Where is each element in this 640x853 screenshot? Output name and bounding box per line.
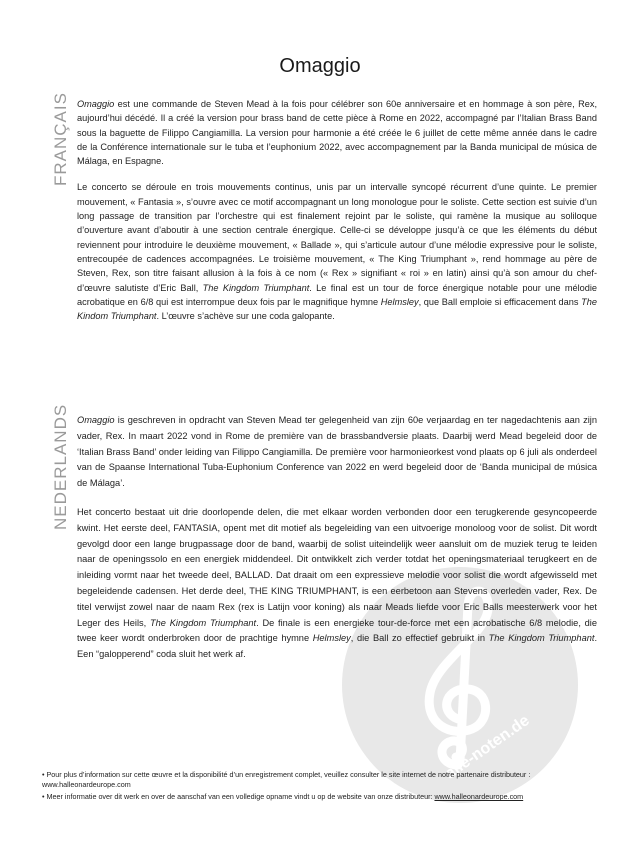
french-section [77,97,597,323]
dutch-section [77,413,597,663]
french-paragraph-1: Omaggio est une commande de Steven Mead à la fois pour célébrer son 60e anniversaire et en hommage à son père, Rex, aujourd’hui décédé. Il a créé la version pour brass band de cette pièce à Rome en 2022, accompagné par l’Italian Brass Band sous la baguette de Filippo Cangiamilla. La version pour harmonie a été créée le 6 juillet de cette même année dans le cadre de la Conférence internationale sur le tuba et l’euphonium 2022, avec accompagnement par la Banda municipal de música de Málaga, en Espagne. [77,99,597,167]
language-label-french: FRANÇAIS [51,92,70,186]
dutch-paragraph-1: Omaggio is geschreven in opdracht van Steven Mead ter gelegenheid van zijn 60e verjaardag en ter nagedachtenis aan zijn vader, Rex. In maart 2022 vond in Rome de première van de brassbandversie plaats. Daarbij werd Mead begeleid door de ‘Italian Brass Band’ onder leiding van Filippo Cangiamilla. De première voor harmonieorkest vond plaats op 6 juli als onderdeel van de Spaanse International Tuba-Euphonium Conference van 2022 en werd begeleid door de ‘Banda municipal de música de Málaga’. [77,415,597,489]
dutch-paragraph-2: Het concerto bestaat uit drie doorlopende delen, die met elkaar worden verbonden door een terugkerende gesyncopeerde kwint. Het eerste deel, FANTASIA, opent met dit motief als begeleiding van een uitvoerige monoloog voor de solist. Dit wordt gevolgd door een lange brugpassage door de band, waarbij de solist uiteindelijk weer aansluit om de muziek terug te leiden naar de openingssolo en een energiek middendeel. Dit ontwikkelt zich verder totdat het openingsmateriaal terugkeert en de inleiding vormt naar het tweede deel, BALLAD. Dat draait om een expressieve melodie voor solist die wordt afgewisseld met begeleidende cadensen. Het derde deel, THE KING TRIUMPHANT, is een eerbetoon aan Stevens overleden vader, Rex. De titel verwijst zowel naar de naam Rex (rex is Latijn voor koning) als naar Meads liefde voor Eric Balls meesterwerk voor het Leger des Heils, The Kingdom Triumphant. De finale is een energieke tour-de-force met een acrobatische 6/8 melodie, die twee keer wordt onderbroken door de prachtige hymne Helmsley, die Ball zo effectief gebruikt in The Kingdom Triumphant. Een “galopperend” coda sluit het werk af. [77,506,598,660]
work-title: Omaggio [77,99,115,109]
french-paragraph-2: Le concerto se déroule en trois mouvements continus, unis par un intervalle syncopé récurrent d’une quinte. Le premier mouvement, « Fantasia », s’ouvre avec ce motif accompagnant un long monologue pour le soliste. Cette section est suivie d’un long passage de transition par l’orchestre qui est finalement rejoint par le soliste, qui ramène la musique au soliloque d’ouverture avant d’aboutir à une section centrale énergique. Celle-ci se développe jusqu’à ce que les éléments du début reviennent pour introduire le deuxième mouvement, « Ballade », qui s’articule autour d’une mélodie expressive pour le soliste, entrecoupée de cadences accompagnées. Le troisième mouvement, « The King Triumphant », rend hommage au père de Steven, Rex, son titre faisant allusion à la fois à ce nom (« Rex » signifiant « roi » en latin) ainsi qu’à son amour du chef-d’œuvre salutiste d’Eric Ball, The Kingdom Triumphant. Le final est un tour de force énergique notable pour une mélodie acrobatique en 6/8 qui est interrompue deux fois par le magnifique hymne Helmsley, que Ball emploie si efficacement dans The Kindom Triumphant. L’œuvre s’achève sur une coda galopante. [77,182,597,322]
work-title: Omaggio [77,415,115,425]
distributor-link[interactable]: www.halleonardeurope.com [434,792,524,801]
page-title: Omaggio [279,55,361,77]
watermark-text: alle-noten.de [442,712,533,783]
footnotes [42,770,602,802]
footnote-dutch: • Meer informatie over dit werk en over de aanschaf van een volledige opname vindt u op de website van onze distributeur: www.halleonardeurope.com [42,792,524,801]
distributor-link[interactable]: www.halleonardeurope.com [42,780,131,789]
footnote-french: • Pour plus d’information sur cette œuvre et la disponibilité d’un enregistrement complet, veuillez consulter le site internet de notre partenaire distributeur : www.halleonardeurope.com [42,770,531,789]
language-label-dutch: NEDERLANDS [51,403,70,530]
